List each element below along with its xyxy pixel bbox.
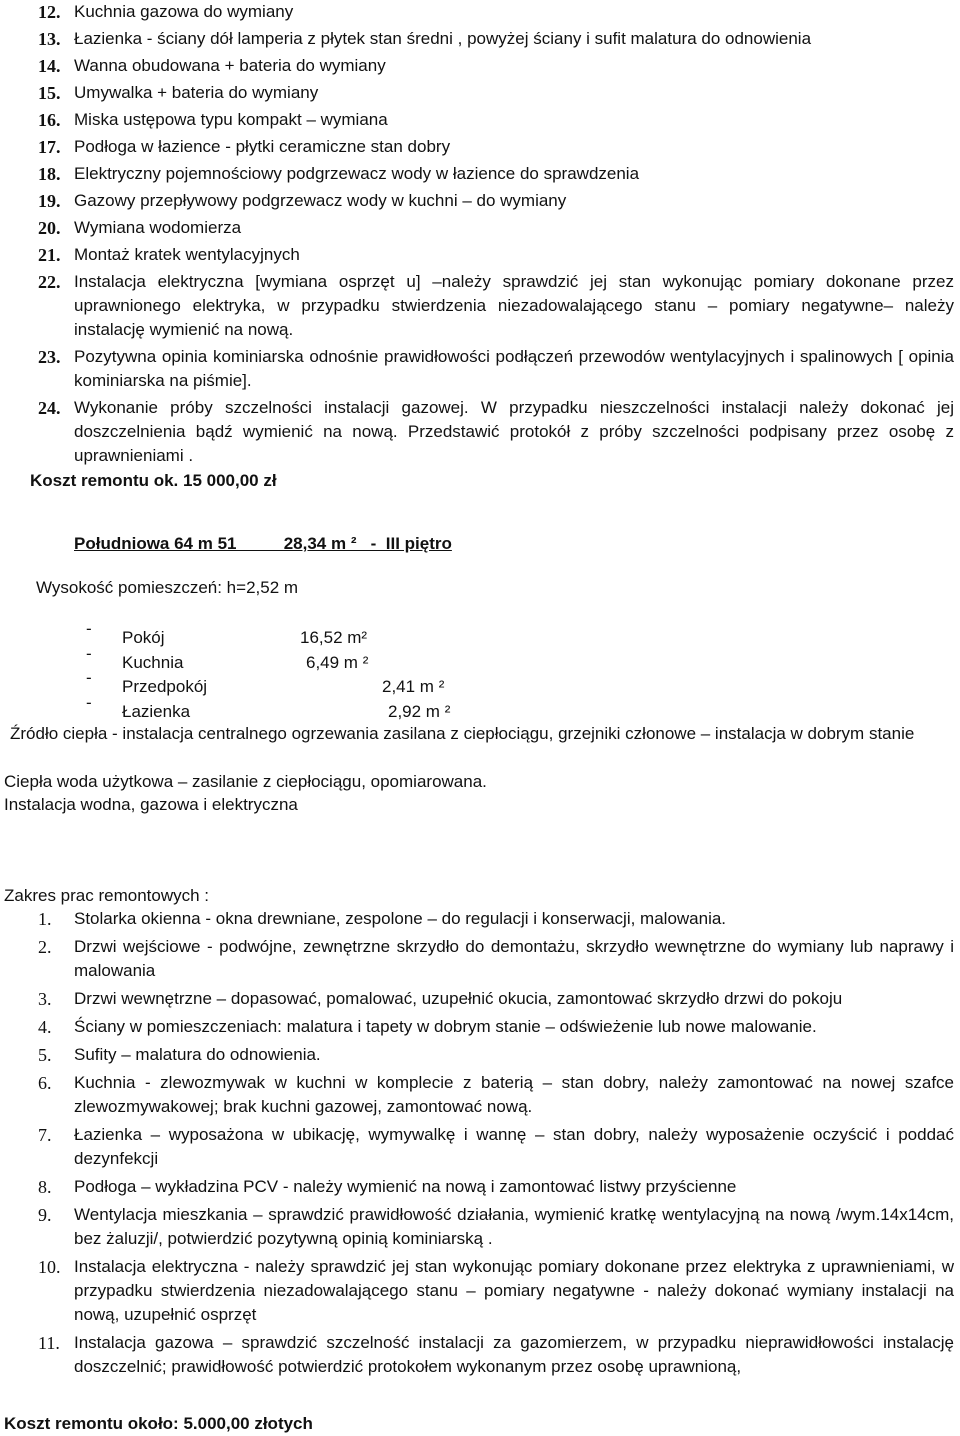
list-item <box>0 1123 960 1171</box>
list-text: Instalacja elektryczna [wymiana osprzęt u] –należy sprawdzić jej stan wykonując pomiary dokonane przez uprawnionego elektryka, w przypadku stwierdzenia niezadowalającego stanu – pomiary negatywne– należy instalację wymienić na nową. <box>74 272 954 339</box>
dash-bullet: - <box>86 643 92 663</box>
hot-water-info: Ciepła woda użytkowa – zasilanie z ciepłociągu, opomiarowana. <box>4 772 487 791</box>
list-item <box>0 345 960 393</box>
list-number: 8. <box>38 1177 52 1197</box>
cost-summary-1: Koszt remontu ok. 15 000,00 zł <box>30 471 277 490</box>
list-item <box>0 54 960 78</box>
list-text: Sufity – malatura do odnowienia. <box>74 1045 321 1064</box>
list-text: Łazienka – wyposażona w ubikację, wymywalkę i wannę – stan dobry, należy wyposażenie oczyścić i poddać dezynfekcji <box>74 1125 954 1168</box>
installations-info: Instalacja wodna, gazowa i elektryczna <box>4 795 298 814</box>
list-item <box>0 189 960 213</box>
room-area: 16,52 m² <box>300 628 368 647</box>
list-number: 11. <box>38 1333 60 1353</box>
list-number: 3. <box>38 989 52 1009</box>
list-text: Wentylacja mieszkania – sprawdzić prawidłowość działania, wymienić kratkę wentylacyjną na nową /wym.14x14cm, bez żaluzji/, potwierdzić pozytywną opinią kominiarską . <box>74 1205 954 1248</box>
list-item <box>0 1043 960 1067</box>
room-height: Wysokość pomieszczeń: h=2,52 m <box>36 578 299 597</box>
list-item <box>0 396 960 468</box>
list-number: 2. <box>38 937 52 957</box>
list-number: 22. <box>38 272 61 292</box>
list-item <box>0 108 960 132</box>
list-text: Instalacja gazowa – sprawdzić szczelność instalacji za gazomierzem, w przypadku nieprawidłowości instalację doszczelnić; prawidłowość potwierdzić protokołem wykonanym przez osobę uprawnioną, <box>74 1333 954 1376</box>
room-area: 2,92 m ² <box>388 701 451 721</box>
dash-bullet: - <box>86 668 92 687</box>
cost-summary-2: Koszt remontu około: 5.000,00 złotych <box>4 1414 313 1433</box>
list-number: 23. <box>38 347 61 367</box>
list-item <box>0 1331 960 1379</box>
list-text: Podłoga w łazience - płytki ceramiczne stan dobry <box>74 137 451 156</box>
list-text: Łazienka - ściany dół lamperia z płytek stan średni , powyżej ściany i sufit malatura do odnowienia <box>74 29 812 48</box>
list-item <box>0 216 960 240</box>
list-item <box>0 1203 960 1251</box>
list-text: Podłoga – wykładzina PCV - należy wymienić na nową i zamontować listwy przyścienne <box>74 1177 737 1196</box>
room-name: Pokój <box>122 628 165 647</box>
list-number: 24. <box>38 398 61 418</box>
list-number: 19. <box>38 191 61 211</box>
list-number: 13. <box>38 29 61 49</box>
dash-bullet: - <box>86 619 92 638</box>
list-text: Kuchnia - zlewozmywak w kuchni w komplecie z baterią – stan dobry, należy zamontować na nowej szafce zlewozmywakowej; brak kuchni gazowej, zamontować nową. <box>74 1073 954 1116</box>
list-item <box>0 162 960 186</box>
list-text: Drzwi wejściowe - podwójne, zewnętrzne skrzydło do demontażu, skrzydło wewnętrzne do wymiany lub naprawy i malowania <box>74 937 954 980</box>
room-name: Przedpokój <box>122 677 208 696</box>
repair-list-continued <box>0 0 960 468</box>
list-text: Elektryczny pojemnościowy podgrzewacz wody w łazience do sprawdzenia <box>74 164 640 183</box>
scope-title: Zakres prac remontowych : <box>4 886 210 905</box>
list-number: 4. <box>38 1017 52 1037</box>
list-item <box>0 0 960 24</box>
list-number: 17. <box>38 137 61 157</box>
list-number: 15. <box>38 83 61 103</box>
property-address: Południowa 64 m 51 28,34 m ² - III piętro <box>74 534 452 553</box>
dash-bullet: - <box>86 692 92 712</box>
list-text: Miska ustępowa typu kompakt – wymiana <box>74 110 388 129</box>
room-area: 2,41 m ² <box>382 677 445 696</box>
list-item <box>0 1015 960 1039</box>
list-number: 21. <box>38 245 61 265</box>
list-item <box>0 987 960 1011</box>
list-number: 16. <box>38 110 61 130</box>
list-item <box>0 1255 960 1327</box>
bottom-section <box>0 907 960 1383</box>
list-text: Kuchnia gazowa do wymiany <box>74 2 294 21</box>
list-text: Pozytywna opinia kominiarska odnośnie prawidłowości podłączeń przewodów wentylacyjnych i spalinowych [ opinia kominiarska na piśmie]. <box>74 347 954 390</box>
heating-info: Źródło ciepła - instalacja centralnego ogrzewania zasilana z ciepłociągu, grzejniki członowe – instalacja w dobrym stanie <box>10 724 915 743</box>
list-number: 14. <box>38 56 61 76</box>
top-section <box>0 0 960 491</box>
list-text: Wykonanie próby szczelności instalacji gazowej. W przypadku nieszczelności instalacji należy dokonać jej doszczelnienia bądź wymienić na nową. Przedstawić protokół z próby szczelności podpisany przez osobę z uprawnieniami . <box>74 398 954 465</box>
list-item <box>0 81 960 105</box>
list-text: Wymiana wodomierza <box>74 218 242 237</box>
list-number: 7. <box>38 1125 52 1145</box>
list-text: Ściany w pomieszczeniach: malatura i tapety w dobrym stanie – odświeżenie lub nowe malowanie. <box>74 1017 817 1036</box>
room-name: Łazienka <box>122 701 191 721</box>
list-item <box>0 1071 960 1119</box>
list-number: 9. <box>38 1205 52 1225</box>
list-text: Instalacja elektryczna - należy sprawdzić jej stan wykonując pomiary dokonane przez elektryka z uprawnieniami, w przypadku stwierdzenia niezadowalającego stanu – pomiary negatywne - należy dokonać wymiany instalacji na nową, uzupełnić osprzęt <box>74 1257 954 1324</box>
room-name: Kuchnia <box>122 652 184 672</box>
list-item <box>0 27 960 51</box>
list-text: Gazowy przepływowy podgrzewacz wody w kuchni – do wymiany <box>74 191 567 210</box>
list-number: 6. <box>38 1073 52 1093</box>
list-text: Stolarka okienna - okna drewniane, zespolone – do regulacji i konserwacji, malowania. <box>74 909 727 928</box>
list-number: 5. <box>38 1045 52 1065</box>
list-text: Drzwi wewnętrzne – dopasować, pomalować, uzupełnić okucia, zamontować skrzydło drzwi do pokoju <box>74 989 843 1008</box>
list-number: 10. <box>38 1257 61 1277</box>
list-item <box>0 907 960 931</box>
list-item <box>0 270 960 342</box>
list-text: Umywalka + bateria do wymiany <box>74 83 319 102</box>
scope-list <box>0 907 960 1379</box>
list-number: 20. <box>38 218 61 238</box>
list-text: Wanna obudowana + bateria do wymiany <box>74 56 386 75</box>
list-number: 1. <box>38 909 52 929</box>
list-item <box>0 935 960 983</box>
list-number: 18. <box>38 164 61 184</box>
list-item <box>0 1175 960 1199</box>
room-area: 6,49 m ² <box>306 652 369 672</box>
list-item <box>0 135 960 159</box>
list-text: Montaż kratek wentylacyjnych <box>74 245 300 264</box>
list-item <box>0 243 960 267</box>
list-number: 12. <box>38 2 61 22</box>
